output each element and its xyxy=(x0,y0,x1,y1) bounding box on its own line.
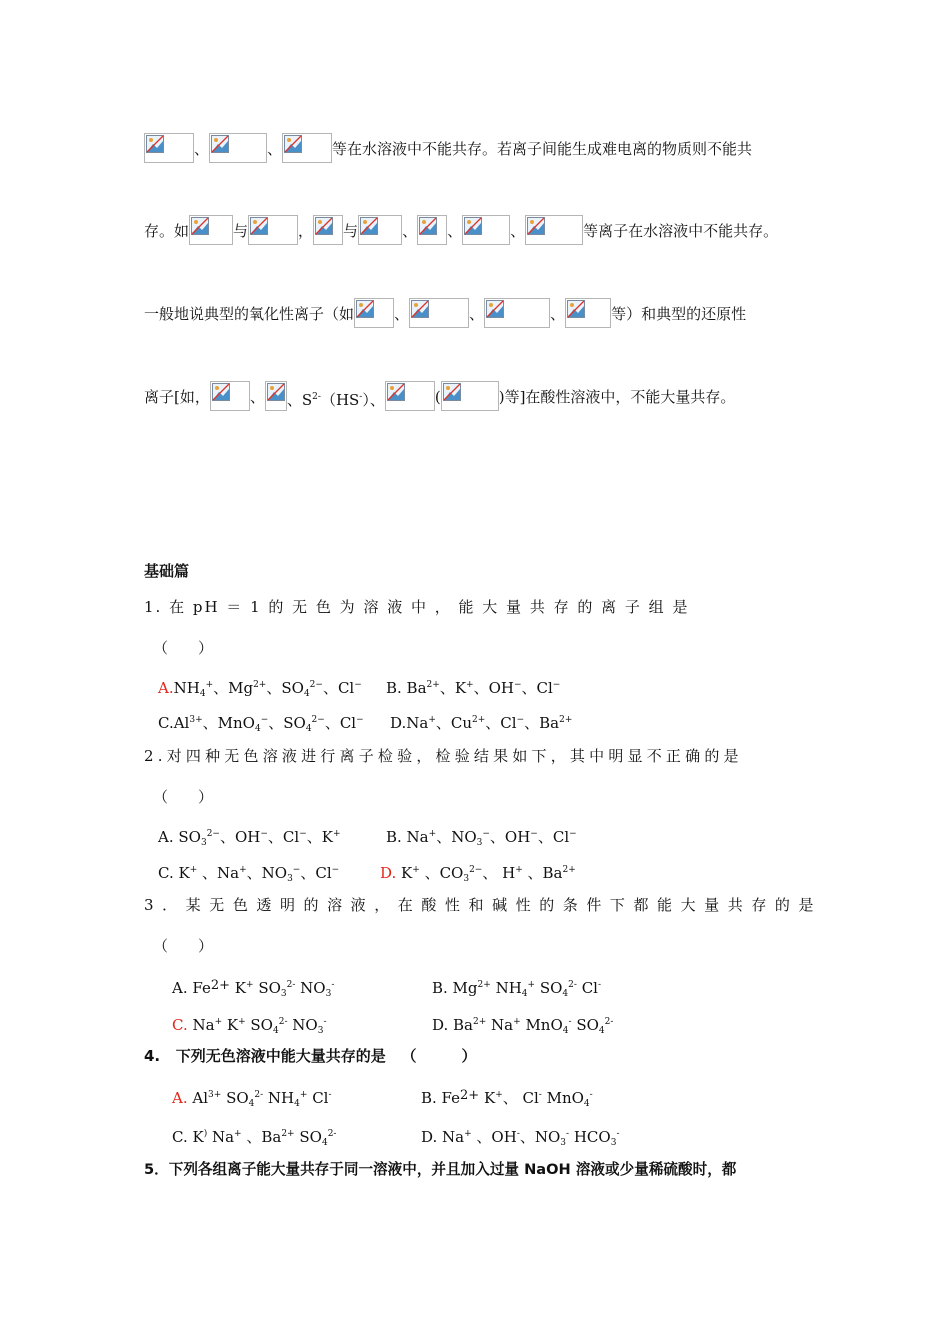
para-line-3: 一般地说典型的氧化性离子（如 、 、 、 等）和典型的还原性 xyxy=(144,298,746,328)
broken-image-icon xyxy=(356,300,374,318)
broken-image-icon xyxy=(284,135,302,153)
q2-paren: （ ） xyxy=(153,788,214,806)
formula-image xyxy=(409,298,469,328)
formula-image xyxy=(417,215,447,245)
broken-image-icon xyxy=(212,383,230,401)
q3-option-b: B. $Mg^{2+}$ $NH_4^+$ $SO_4^{2-}$ Cl- xyxy=(432,979,602,999)
q4-option-b: B. Fe2+ K+、 Cl- MnO$_4$- xyxy=(421,1088,593,1109)
q2-option-a: A. $SO_3^{2-}$、OH−、Cl−、K+ xyxy=(158,828,341,848)
broken-image-icon xyxy=(387,383,405,401)
q3-stem: 3 ． 某 无 色 透 明 的 溶 液 ， 在 酸 性 和 碱 性 的 条 件 下 都 能 大 量 共 存 的 是 xyxy=(144,896,816,914)
formula-image xyxy=(282,133,332,163)
formula-image xyxy=(462,215,510,245)
formula-image xyxy=(313,215,343,245)
broken-image-icon xyxy=(419,217,437,235)
q3-paren: （ ） xyxy=(153,937,214,955)
broken-image-icon xyxy=(360,217,378,235)
broken-image-icon xyxy=(411,300,429,318)
formula-image xyxy=(265,381,287,411)
broken-image-icon xyxy=(464,217,482,235)
q3-option-d: D. $Ba^{2+}$ Na+ MnO$_4$- $SO_4^{2-}$ xyxy=(432,1016,614,1036)
q1-option-b: B. $Ba^{2+}$、K+、OH−、Cl− xyxy=(386,679,561,697)
broken-image-icon xyxy=(527,217,545,235)
broken-image-icon xyxy=(267,383,285,401)
formula-image xyxy=(354,298,394,328)
formula-image xyxy=(248,215,298,245)
formula-image xyxy=(385,381,435,411)
q3-option-c: C. Na+ K+ $SO_4^{2-}$ $NO_3^-$ xyxy=(172,1016,327,1036)
q4-option-d: D. Na+ 、OH-、$NO_3^-$ $HCO_3^-$ xyxy=(421,1128,620,1148)
formula-image xyxy=(525,215,583,245)
q2-stem: 2.对四种无色溶液进行离子检验，检验结果如下，其中明显不正确的是 xyxy=(144,747,743,765)
para-line-4: 离子[如， 、 、$S^{2-}(HS^-)$、 ( )等]在酸性溶液中，不能大量共存。 xyxy=(144,381,735,411)
q1-stem: 1. 在 pH ＝ 1 的 无 色 为 溶 液 中 ， 能 大 量 共 存 的 离 子 组 是 xyxy=(144,598,690,616)
q1-option-a: $A.NH_4^+$、$Mg^{2+}$、$SO_4^{2-}$、Cl− xyxy=(158,679,362,699)
broken-image-icon xyxy=(315,217,333,235)
broken-image-icon xyxy=(443,383,461,401)
broken-image-icon xyxy=(191,217,209,235)
formula-image xyxy=(209,133,267,163)
q2-option-d: D. K+ 、$CO_3^{2-}$、 H+ 、$Ba^{2+}$ xyxy=(380,864,576,884)
q2-option-b: B. Na+、$NO_3^-$、OH−、Cl− xyxy=(386,828,577,848)
q2-option-c: C. K+ 、Na+、$NO_3^-$、Cl− xyxy=(158,864,340,884)
formula-image xyxy=(358,215,402,245)
broken-image-icon xyxy=(250,217,268,235)
q5-stem: 5．下列各组离子能大量共存于同一溶液中，并且加入过量 NaOH 溶液或少量稀硫酸时，都 xyxy=(144,1161,737,1178)
q1-option-d: D.Na+、$Cu^{2+}$、Cl−、$Ba^{2+}$ xyxy=(390,714,573,732)
q1-option-c: $C.Al^{3+}$、MnO$_4$−、$SO_4^{2-}$、Cl− xyxy=(158,714,364,734)
formula-image xyxy=(565,298,611,328)
formula-image xyxy=(210,381,250,411)
broken-image-icon xyxy=(211,135,229,153)
formula-image xyxy=(441,381,499,411)
q3-option-a: A. Fe2+ K+ $SO_3^{2-}$ $NO_3^-$ xyxy=(172,978,335,999)
section-title: 基础篇 xyxy=(144,562,190,580)
q4-option-a: A. $Al^{3+}$ $SO_4^{2-}$ $NH_4^+$ Cl- xyxy=(172,1089,332,1109)
q4-stem: 4. 下列无色溶液中能大量共存的是 （ ） xyxy=(144,1047,477,1065)
para-line-1: 、 、 等在水溶液中不能共存。若离子间能生成难电离的物质则不能共 xyxy=(144,133,752,163)
broken-image-icon xyxy=(567,300,585,318)
q4-option-c: C. K) Na+ 、$Ba^{2+}$ $SO_4^{2-}$ xyxy=(172,1128,337,1148)
formula-image xyxy=(144,133,194,163)
broken-image-icon xyxy=(486,300,504,318)
formula-image xyxy=(189,215,233,245)
broken-image-icon xyxy=(146,135,164,153)
formula-image xyxy=(484,298,550,328)
para-line-2: 存。如 与 ， 与 、 、 、 等离子在水溶液中不能共存。 xyxy=(144,215,778,245)
q1-paren: （ ） xyxy=(153,639,214,657)
